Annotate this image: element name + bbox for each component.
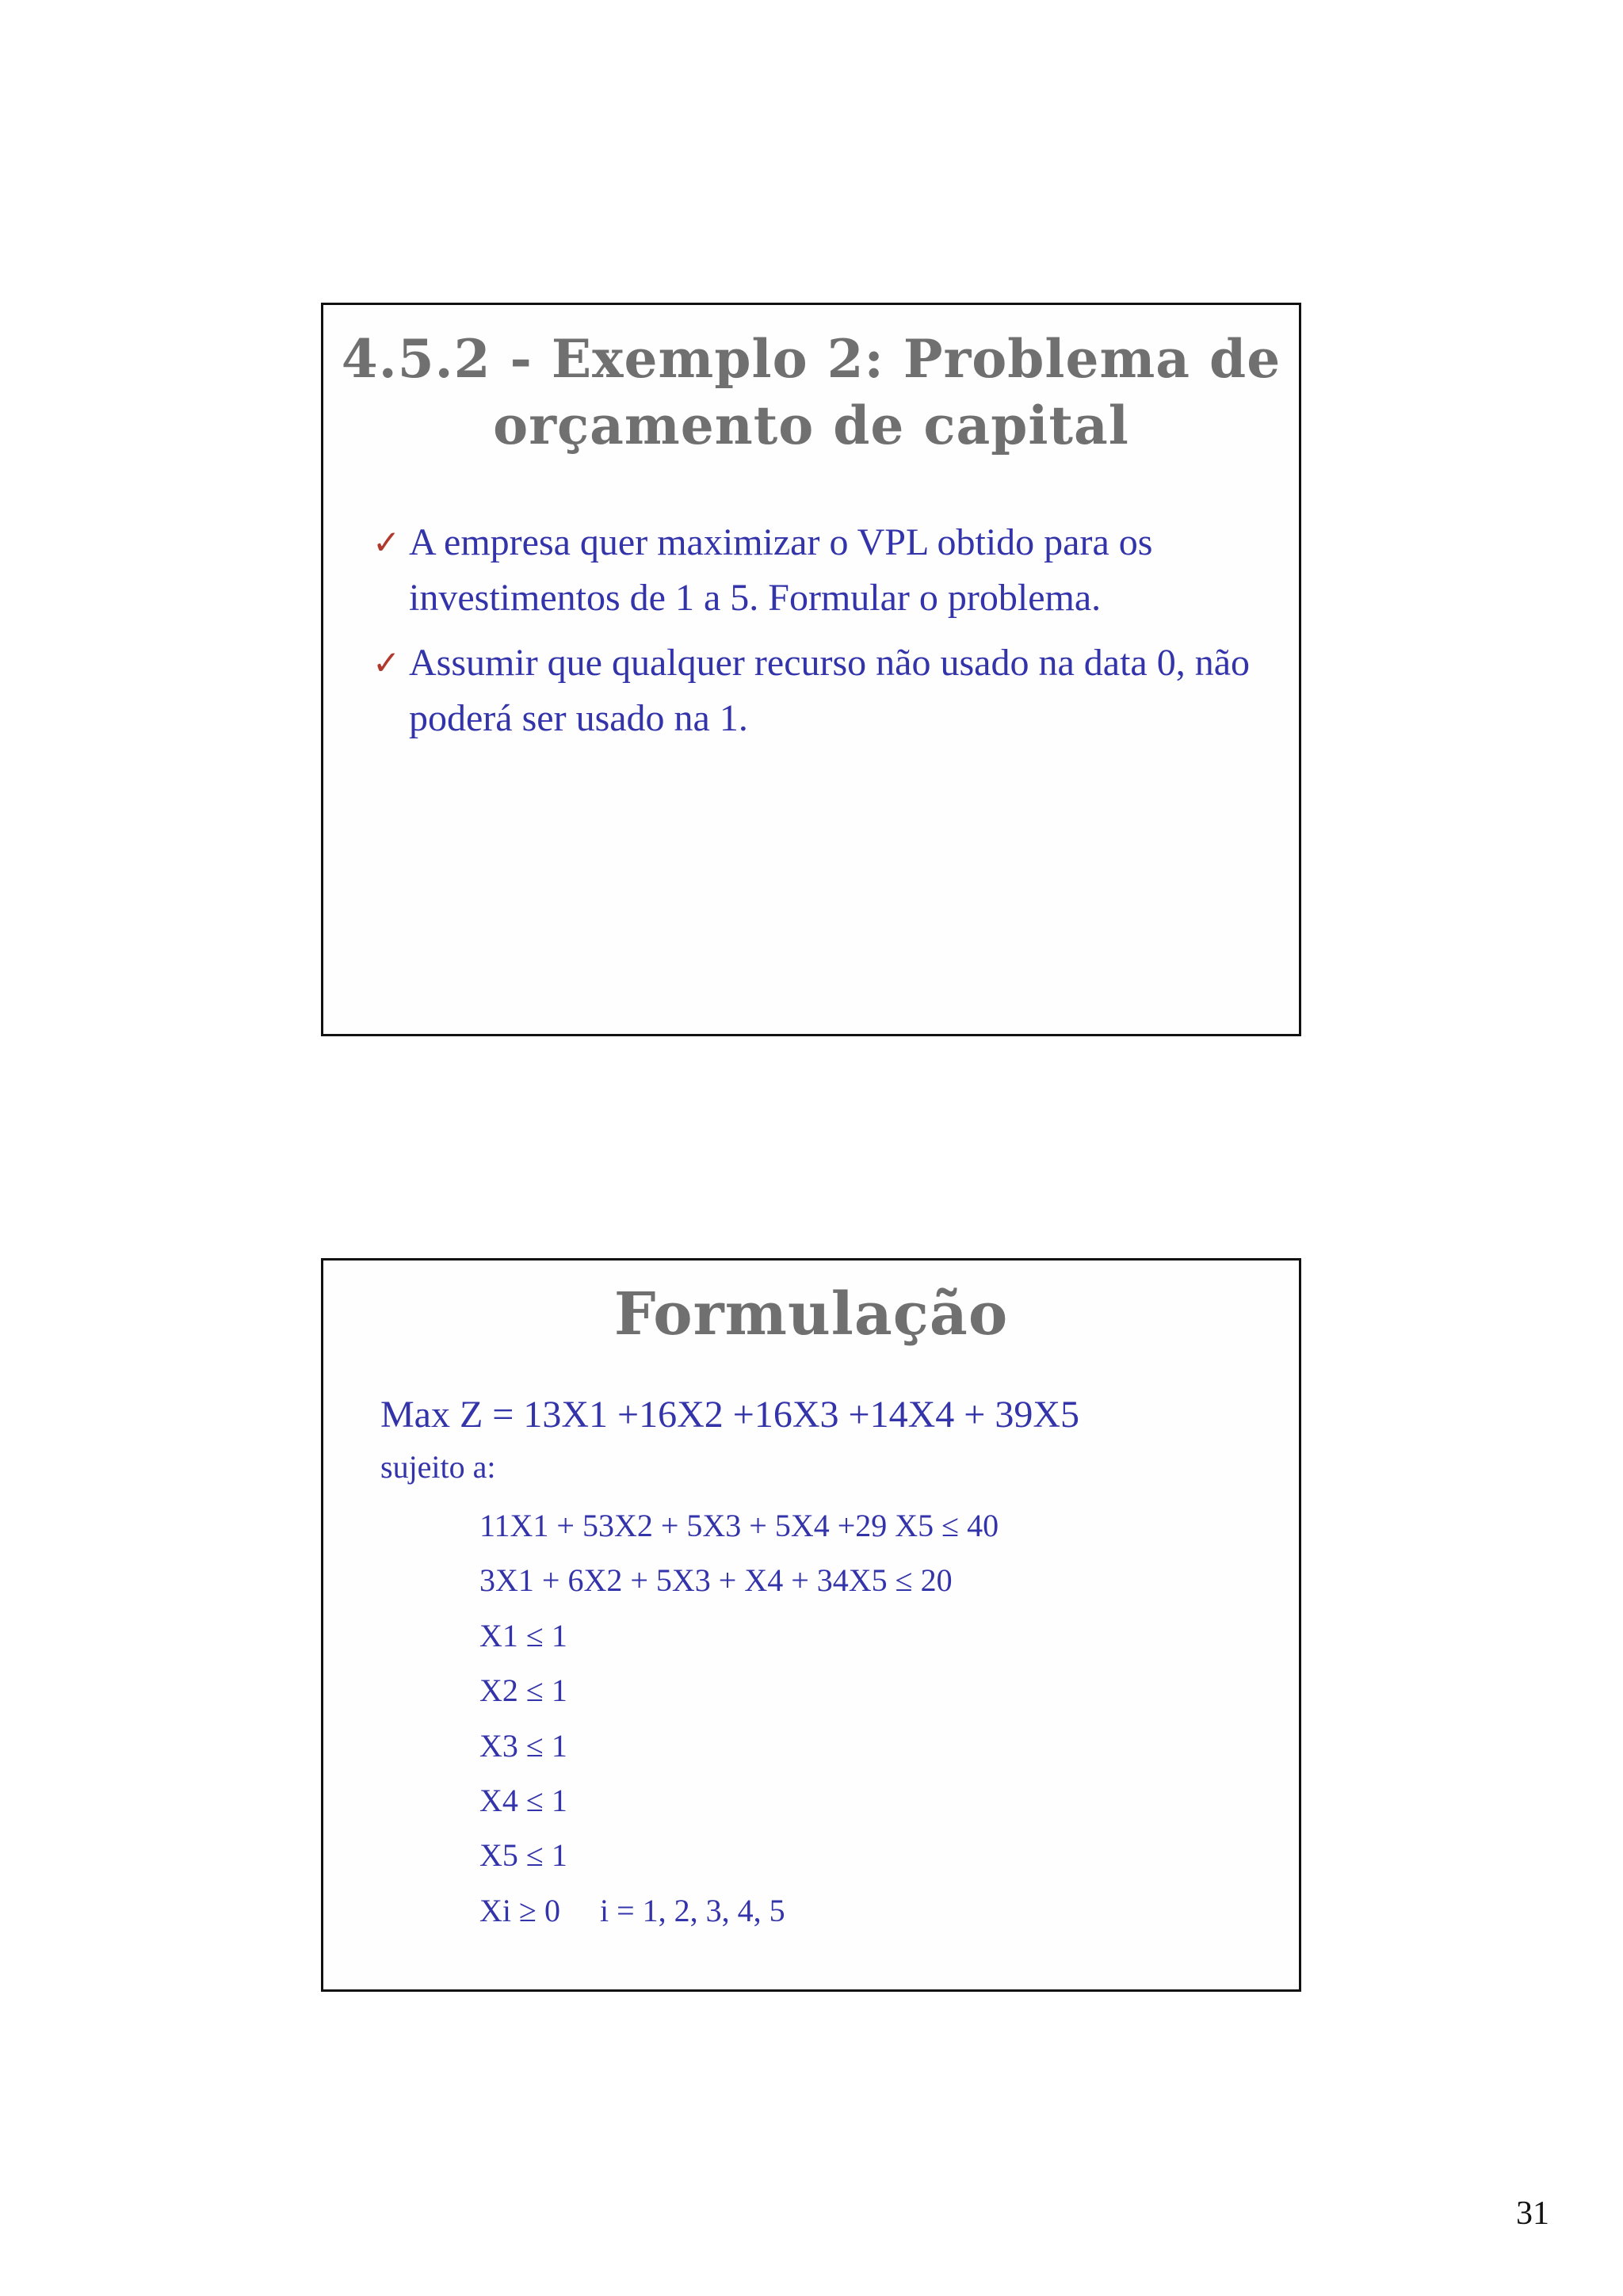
objective-function: Max Z = 13X1 +16X2 +16X3 +14X4 + 39X5 xyxy=(380,1394,1079,1436)
title-line-1: 4.5.2 - Exemplo 2: Problema de xyxy=(341,328,1281,390)
constraint-item: X2 ≤ 1 xyxy=(479,1672,567,1709)
constraint-item: 3X1 + 6X2 + 5X3 + X4 + 34X5 ≤ 20 xyxy=(479,1562,953,1599)
slide-formulation xyxy=(321,1258,1301,1992)
bullet-text: Assumir que qualquer recurso não usado na data 0, não poderá ser usado na 1. xyxy=(409,642,1251,739)
constraint-item: X3 ≤ 1 xyxy=(479,1727,567,1764)
constraint-item: Xi ≥ 0 i = 1, 2, 3, 4, 5 xyxy=(479,1892,785,1928)
bullet-list xyxy=(374,515,1262,756)
constraint-item: X5 ≤ 1 xyxy=(479,1837,567,1874)
bullet-text: A empresa quer maximizar o VPL obtido para os investimentos de 1 a 5. Formular o problema. xyxy=(409,521,1153,619)
constraint-item: X4 ≤ 1 xyxy=(479,1782,567,1818)
subject-to-label: sujeito a: xyxy=(380,1449,496,1485)
bullet-item xyxy=(374,635,1262,746)
constraint-list xyxy=(479,1498,999,1938)
bullet-item xyxy=(374,515,1262,626)
slide-title: Formulação xyxy=(613,1280,1009,1348)
slide-capital-budgeting-problem xyxy=(321,303,1301,1036)
title-line-2: orçamento de capital xyxy=(493,395,1129,456)
slide-title xyxy=(323,326,1299,459)
constraint-item: 11X1 + 53X2 + 5X3 + 5X4 +29 X5 ≤ 40 xyxy=(479,1508,999,1543)
page-number: 31 xyxy=(1516,2195,1549,2232)
constraint-item: X1 ≤ 1 xyxy=(479,1617,567,1653)
checkmark-icon: ✓ xyxy=(372,643,401,682)
checkmark-icon: ✓ xyxy=(372,523,401,562)
